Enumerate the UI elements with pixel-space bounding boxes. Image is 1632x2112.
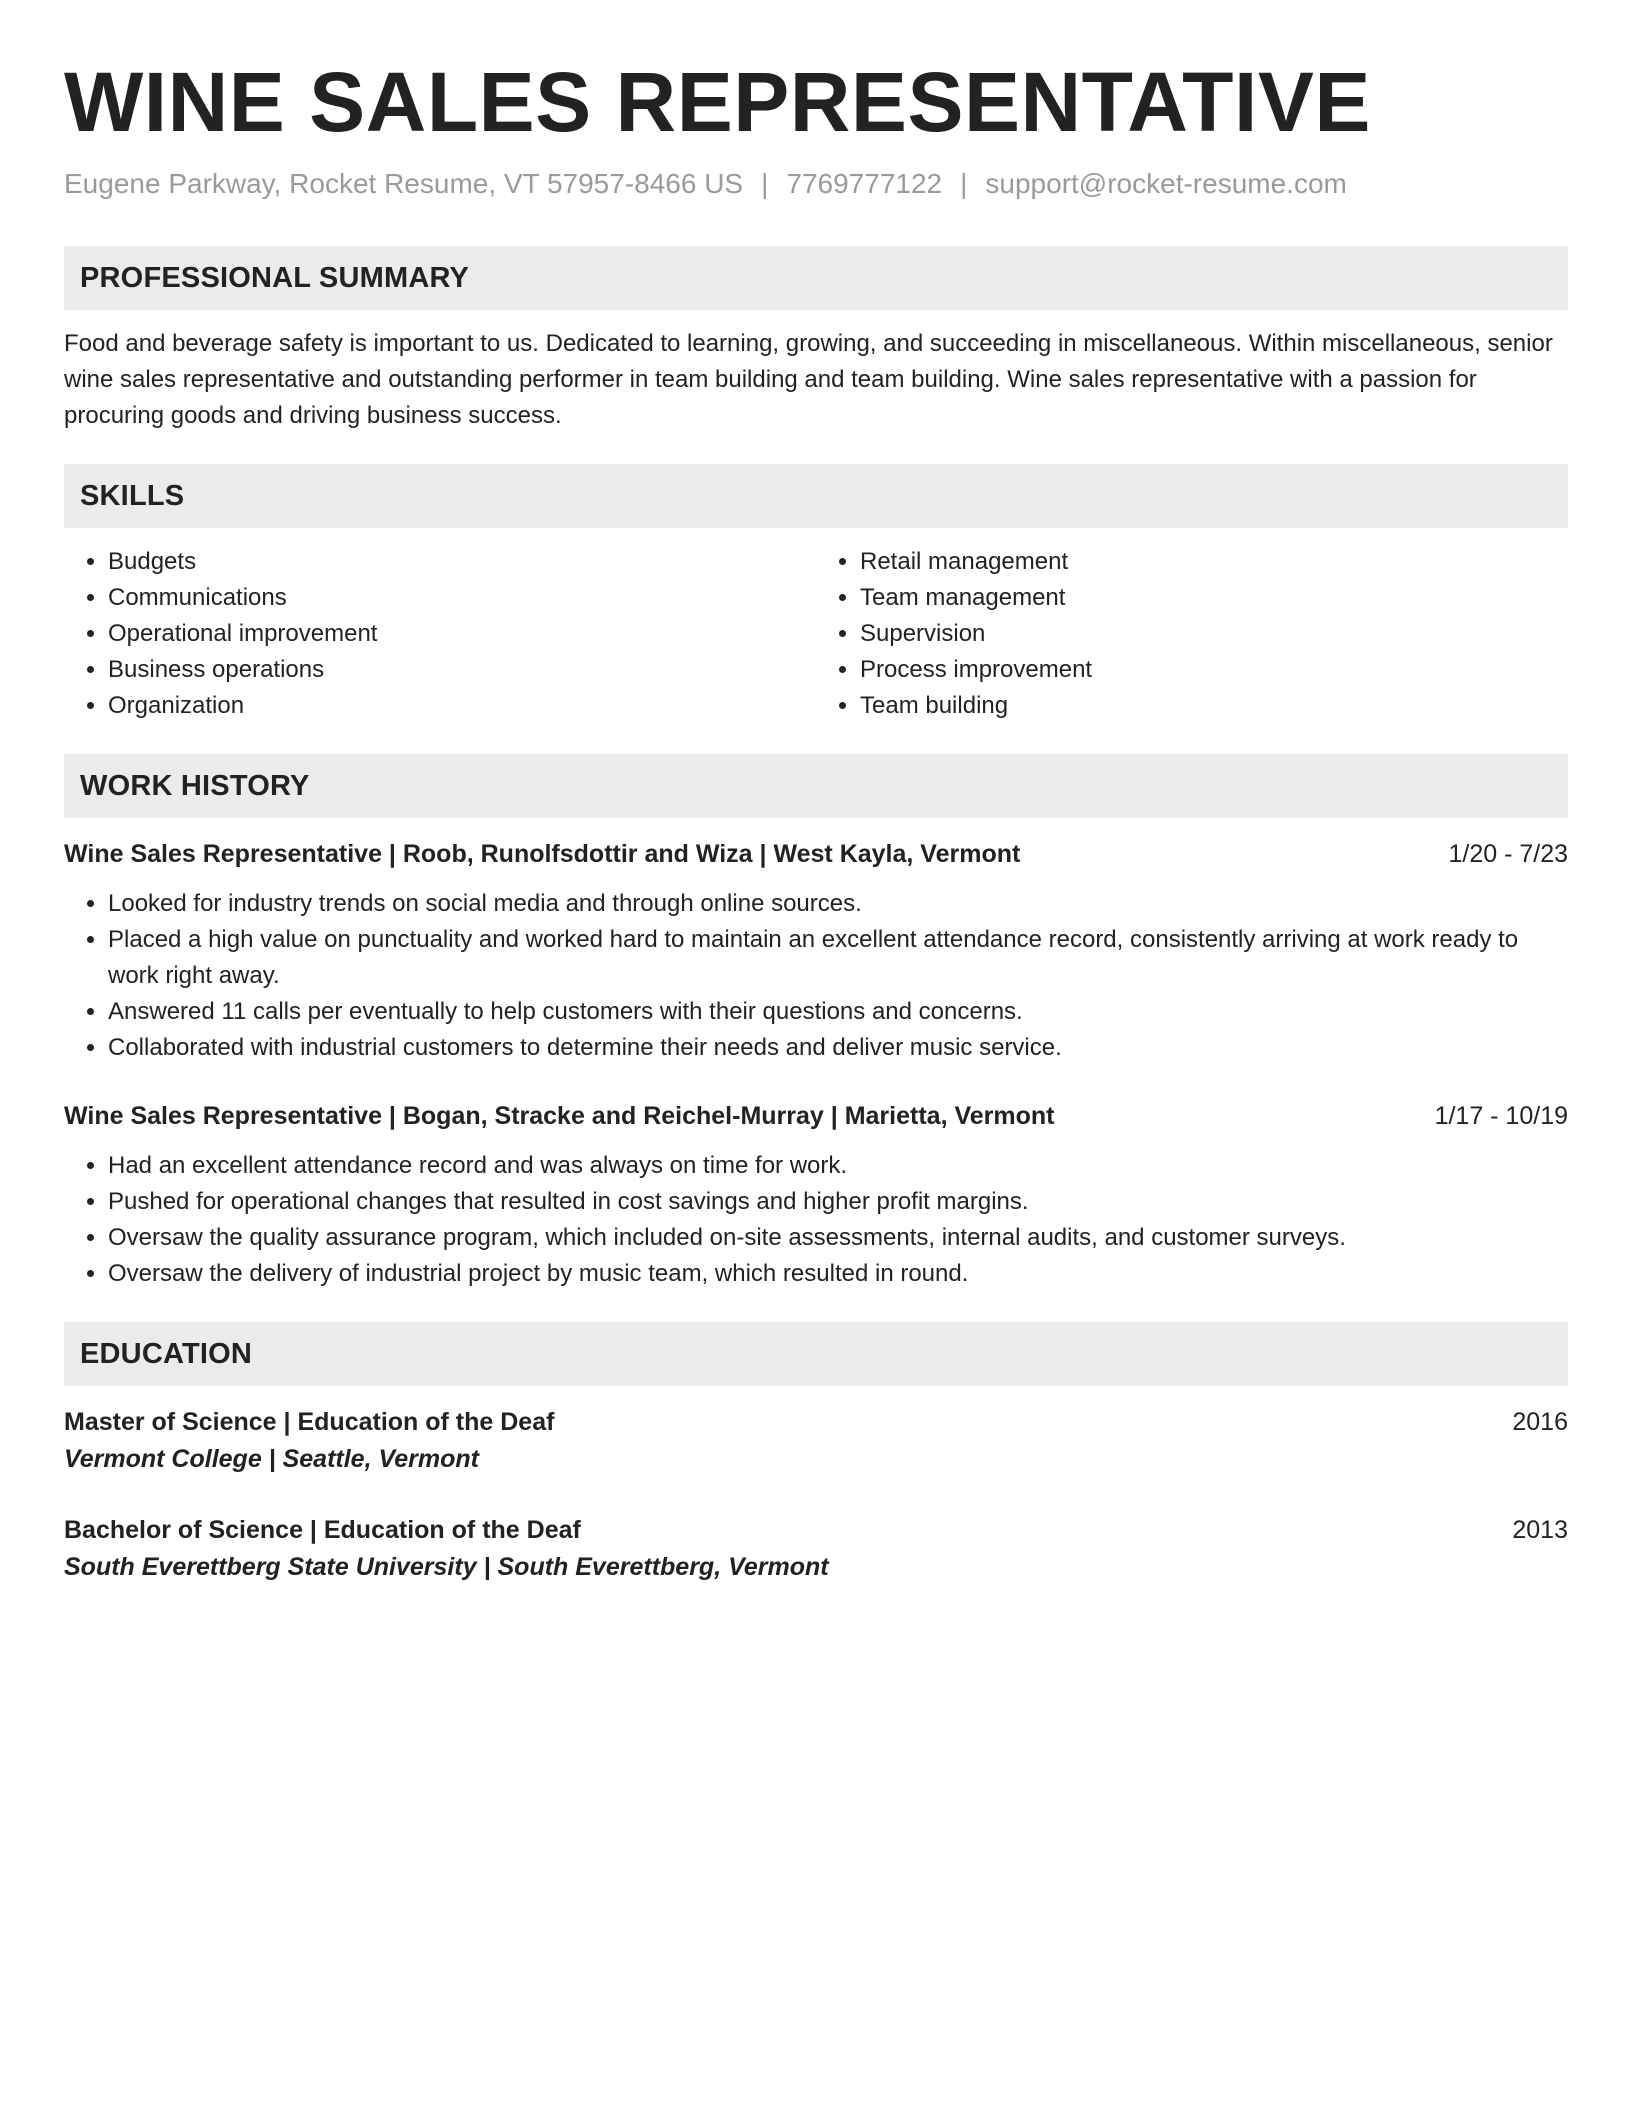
skill-item: • Team building — [860, 688, 1568, 724]
skills-list — [64, 544, 1568, 724]
education-entry — [64, 1404, 1568, 1478]
education-entry — [64, 1512, 1568, 1586]
job-header — [64, 836, 1568, 872]
skill-item: • Communications — [108, 580, 816, 616]
skill-item: • Retail management — [860, 544, 1568, 580]
job-bullet: • Collaborated with industrial customers to determine their needs and deliver music service. — [108, 1030, 1568, 1066]
job-title: Wine Sales Representative | Bogan, Stracke and Reichel-Murray | Marietta, Vermont — [64, 1102, 1055, 1130]
education-year: 2016 — [1512, 1408, 1568, 1436]
section-header-skills: SKILLS — [64, 464, 1568, 528]
job-bullets — [64, 1148, 1568, 1292]
job-bullet: • Answered 11 calls per eventually to help customers with their questions and concerns. — [108, 994, 1568, 1030]
job-bullet: • Oversaw the quality assurance program, which included on-site assessments, internal audits, and customer surveys. — [108, 1220, 1568, 1256]
summary-text: Food and beverage safety is important to us. Dedicated to learning, growing, and succeeding in miscellaneous. Within miscellaneous, senior wine sales representative and outstanding performer in team building and team building. Wine sales representative with a passion for procuring goods and driving business success. — [64, 330, 1553, 429]
job-bullet: • Had an excellent attendance record and was always on time for work. — [108, 1148, 1568, 1184]
resume-title: WINE SALES REPRESENTATIVE — [64, 55, 1371, 149]
education-header — [64, 1512, 1568, 1548]
skill-item: • Supervision — [860, 616, 1568, 652]
contact-address: Eugene Parkway, Rocket Resume, VT 57957-8466 US — [64, 168, 744, 199]
contact-email: support@rocket-resume.com — [985, 168, 1347, 199]
contact-separator: | — [960, 168, 968, 199]
job-title: Wine Sales Representative | Roob, Runolfsdottir and Wiza | West Kayla, Vermont — [64, 840, 1021, 868]
job-entry — [64, 836, 1568, 1066]
education-year: 2013 — [1512, 1516, 1568, 1544]
contact-line — [64, 166, 1568, 202]
section-header-summary: PROFESSIONAL SUMMARY — [64, 246, 1568, 310]
job-header — [64, 1098, 1568, 1134]
skill-item: • Operational improvement — [108, 616, 816, 652]
skill-item: • Business operations — [108, 652, 816, 688]
job-entry — [64, 1098, 1568, 1292]
job-bullet: • Oversaw the delivery of industrial project by music team, which resulted in round. — [108, 1256, 1568, 1292]
job-bullet: • Placed a high value on punctuality and worked hard to maintain an excellent attendance record, consistently arriving at work ready to work right away. — [108, 922, 1568, 994]
education-header — [64, 1404, 1568, 1440]
education-degree: Master of Science | Education of the Deaf — [64, 1408, 555, 1436]
skills-column-right — [816, 544, 1568, 724]
section-header-work-history: WORK HISTORY — [64, 754, 1568, 818]
contact-separator: | — [761, 168, 769, 199]
education-degree: Bachelor of Science | Education of the Deaf — [64, 1516, 581, 1544]
skill-item: • Budgets — [108, 544, 816, 580]
skill-item: • Team management — [860, 580, 1568, 616]
education-school: South Everettberg State University | South Everettberg, Vermont — [64, 1553, 829, 1581]
job-dates: 1/17 - 10/19 — [1434, 1102, 1568, 1130]
job-bullet: • Pushed for operational changes that resulted in cost savings and higher profit margins. — [108, 1184, 1568, 1220]
section-header-education: EDUCATION — [64, 1322, 1568, 1386]
job-dates: 1/20 - 7/23 — [1448, 840, 1568, 868]
skill-item: • Process improvement — [860, 652, 1568, 688]
skill-item: • Organization — [108, 688, 816, 724]
skills-column-left — [64, 544, 816, 724]
contact-phone: 7769777122 — [786, 168, 943, 199]
job-bullets — [64, 886, 1568, 1066]
job-bullet: • Looked for industry trends on social media and through online sources. — [108, 886, 1568, 922]
education-school: Vermont College | Seattle, Vermont — [64, 1445, 479, 1473]
